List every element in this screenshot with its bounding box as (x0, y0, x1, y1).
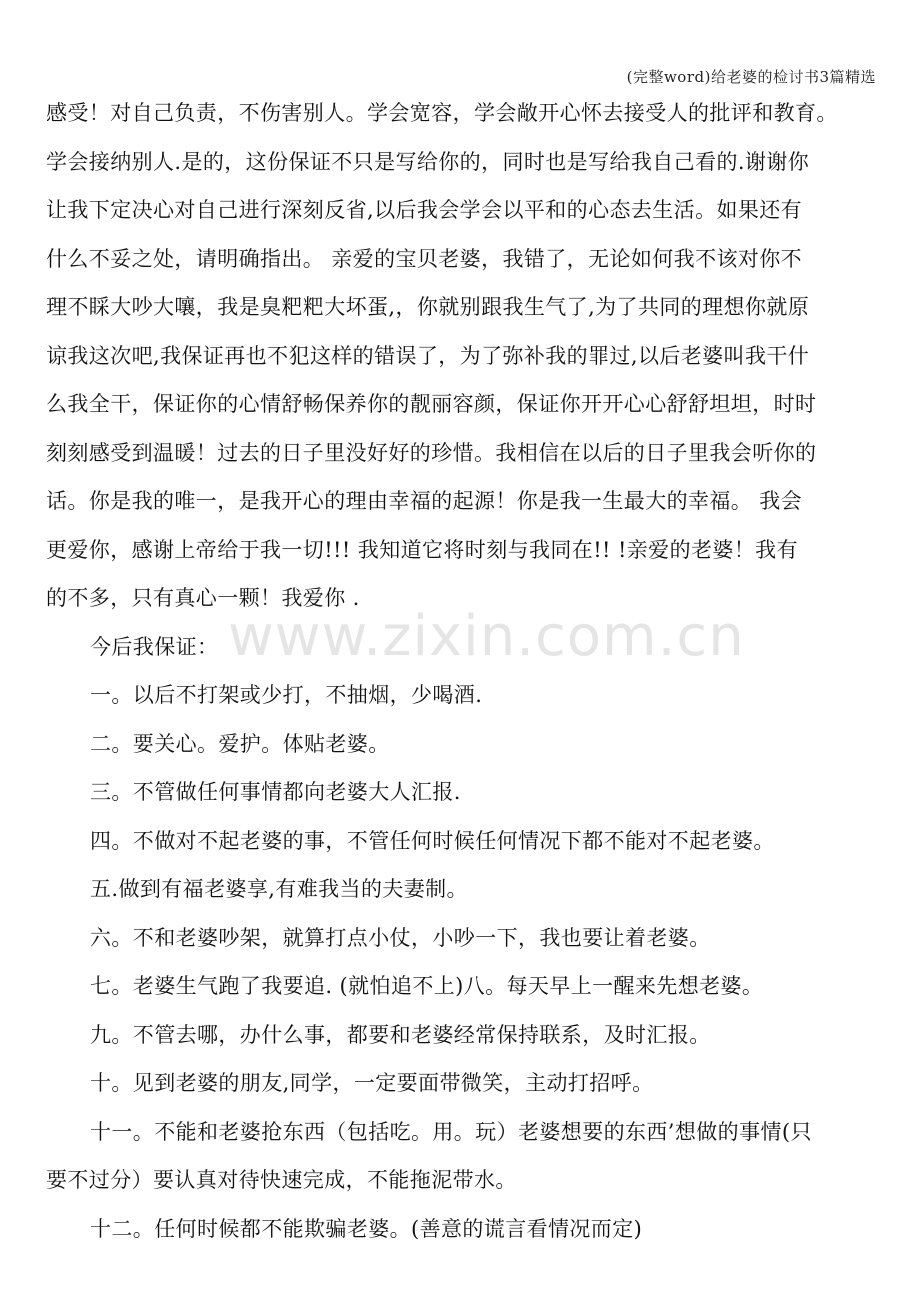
text-line: 学会接纳别人.是的，这份保证不只是写给你的，同时也是写给我自己看的.谢谢你 (46, 149, 810, 174)
text-line: 二。要关心。爱护。体贴老婆。 (90, 731, 390, 756)
text-line: 六。不和老婆吵架，就算打点小仗，小吵一下，我也要让着老婆。 (90, 925, 711, 950)
text-line: 十二。任何时候都不能欺骗老婆。(善意的谎言看情况而定) (90, 1216, 643, 1241)
text-line: 十一。不能和老婆抢东西（包括吃。用。玩）老婆想要的东西’想做的事情(只 (90, 1119, 812, 1144)
text-line: 么我全干，保证你的心情舒畅保养你的靓丽容颜，保证你开开心心舒舒坦坦，时时 (46, 392, 817, 416)
text-line: 什么不妥之处，请明确指出。 亲爱的宝贝老婆，我错了，无论如何我不该对你不 (46, 246, 803, 271)
text-line: 三。不管做任何事情都向老婆大人汇报. (90, 780, 461, 804)
text-line: 今后我保证： (90, 634, 219, 659)
text-line: 理不睬大吵大嚷，我是臭粑粑大坏蛋,，你就别跟我生气了,为了共同的理想你就原 (46, 295, 810, 319)
text-line: 一。以后不打架或少打，不抽烟，少喝酒. (90, 683, 483, 707)
document-header: (完整word)给老婆的检讨书3篇精选 (626, 68, 876, 86)
text-line: 七。老婆生气跑了我要追. (就怕追不上)八。每天早上一醒来先想老婆。 (90, 974, 764, 998)
text-line: 让我下定决心对自己进行深刻反省,以后我会学会以平和的心态去生活。如果还有 (46, 198, 803, 222)
text-line: 五.做到有福老婆享,有难我当的夫妻制。 (90, 877, 468, 901)
text-line: 刻刻感受到温暖！过去的日子里没好好的珍惜。我相信在以后的日子里我会听你的 (46, 440, 817, 465)
text-line: 四。不做对不起老婆的事，不管任何时候任何情况下都不能对不起老婆。 (90, 828, 775, 853)
text-line: 要不过分）要认真对待快速完成，不能拖泥带水。 (46, 1168, 517, 1192)
text-line: 更爱你，感谢上帝给于我一切!!! 我知道它将时刻与我同在!! !亲爱的老婆！我有 (46, 537, 798, 562)
watermark: www.zixin.com.cn (228, 604, 745, 669)
text-line: 话。你是我的唯一，是我开心的理由幸福的起源！你是我一生最大的幸福。 我会 (46, 489, 803, 513)
text-line: 九。不管去哪，办什么事，都要和老婆经常保持联系，及时汇报。 (90, 1022, 711, 1047)
text-line: 谅我这次吧,我保证再也不犯这样的错误了，为了弥补我的罪过,以后老婆叫我干什 (46, 343, 810, 368)
text-line: 的不多，只有真心一颗！我爱你 . (46, 586, 360, 610)
text-line: 十。见到老婆的朋友,同学，一定要面带微笑，主动打招呼。 (90, 1071, 654, 1095)
text-line: 感受！对自己负责，不伤害别人。学会宽容，学会敞开心怀去接受人的批评和教育。 (46, 101, 838, 125)
document-body (46, 97, 882, 1261)
